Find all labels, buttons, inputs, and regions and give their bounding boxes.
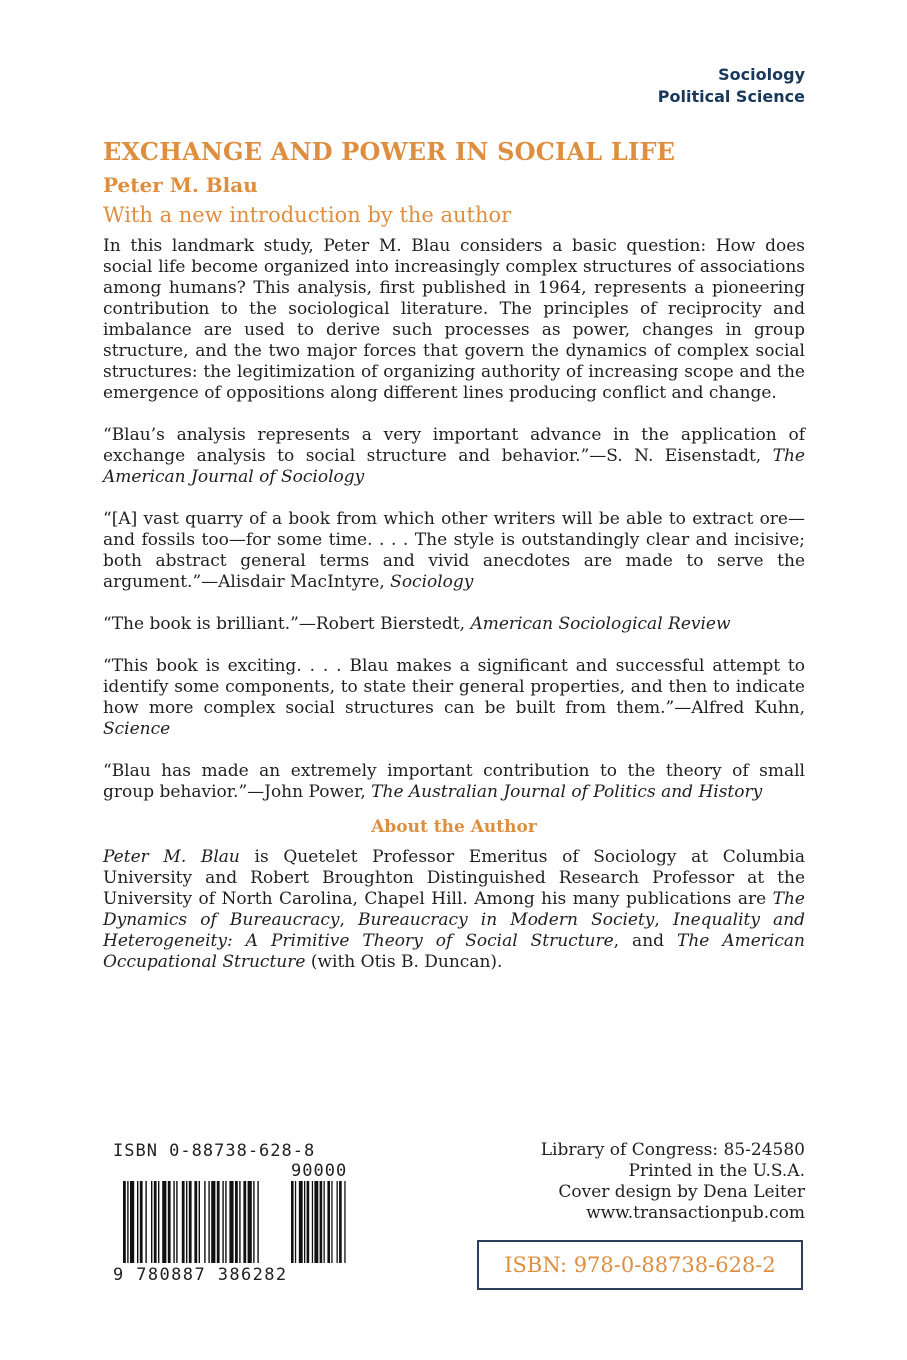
barcode-bars	[113, 1181, 365, 1267]
barcode-digits: 9 780887 386282	[113, 1265, 288, 1285]
subject-categories	[658, 64, 805, 108]
about-text-part: (with Otis B. Duncan).	[305, 952, 503, 972]
barcode-isbn-text: ISBN 0-88738-628-8	[113, 1141, 316, 1161]
category-sociology: Sociology	[718, 65, 805, 84]
about-text-part: , and	[613, 931, 678, 951]
publication-title: The Dynamics of Bureaucracy	[103, 889, 805, 930]
isbn-barcode	[113, 1141, 365, 1287]
review-source: The American Journal of Sociology	[103, 446, 805, 487]
about-text-part: ,	[654, 910, 673, 930]
review-1	[103, 425, 805, 488]
review-source: American Sociological Review	[470, 614, 731, 634]
review-quote: “The book is brilliant.”—Robert Bierstedt,	[103, 614, 471, 634]
review-quote: “Blau has made an extremely important contribution to the theory of small group behavior.”—John Power,	[103, 761, 805, 802]
review-5	[103, 761, 805, 803]
review-4	[103, 656, 805, 740]
review-source: The Australian Journal of Politics and History	[371, 782, 763, 802]
about-author-heading: About the Author	[371, 817, 537, 837]
about-text-part: ,	[339, 910, 359, 930]
review-quote: “Blau’s analysis represents a very important advance in the application of exchange analysis to social structure and behavior.”—S. N. Eisenstadt,	[103, 425, 805, 466]
description: In this landmark study, Peter M. Blau considers a basic question: How does social life become organized into increasingly complex structures of associations among humans? This analysis, first published in 1964, represents a pioneering contribution to the sociological literature. The principles of reciprocity and imbalance are used to derive such processes as power, changes in group structure, and the two major forces that govern the dynamics of complex social structures: the legitimization of organizing authority of increasing scope and the emergence of oppositions along different lines producing conflict and change.	[103, 236, 805, 403]
review-source: Sociology	[390, 572, 474, 592]
review-quote: “This book is exciting. . . . Blau makes a significant and successful attempt to identify some components, to state their general properties, and then to indicate how more complex social structures can be built from them.”—Alfred Kuhn,	[103, 656, 805, 718]
review-source: Science	[103, 719, 171, 739]
book-title: EXCHANGE AND POWER IN SOCIAL LIFE	[103, 137, 676, 166]
about-author-text	[103, 847, 805, 973]
review-2	[103, 509, 805, 593]
publication-title: Inequality and Heterogeneity: A Primitive Theory of Social Structure	[103, 910, 806, 951]
category-political-science: Political Science	[657, 87, 805, 106]
review-quote: “[A] vast quarry of a book from which other writers will be able to extract ore—and fossils too—for some time. . . . The style is outstandingly clear and incisive; both abstract general terms and vivid anecdotes are made to serve the argument.”—Alisdair MacIntyre,	[103, 509, 805, 592]
author-name: Peter M. Blau	[103, 847, 240, 867]
book-author: Peter M. Blau	[103, 173, 258, 197]
publisher-url: www.transactionpub.com	[586, 1203, 805, 1223]
about-text-part: is Quetelet Professor Emeritus of Sociology at Columbia University and Robert Broughton Distinguished Research Professor at the University of North Carolina, Chapel Hill. Among his many publications are	[103, 847, 805, 909]
printed-in: Printed in the U.S.A.	[628, 1161, 805, 1181]
cover-design: Cover design by Dena Leiter	[558, 1182, 805, 1202]
book-subtitle: With a new introduction by the author	[103, 203, 512, 227]
library-of-congress: Library of Congress: 85-24580	[540, 1140, 805, 1160]
colophon	[541, 1140, 805, 1224]
back-cover-text	[103, 236, 805, 994]
publication-title: Bureaucracy in Modern Society	[358, 910, 655, 930]
barcode-addon-digits: 90000	[291, 1161, 348, 1181]
publication-title: The American Occupational Structure	[103, 931, 805, 972]
review-3	[103, 614, 805, 635]
isbn-box: ISBN: 978-0-88738-628-2	[477, 1240, 803, 1290]
